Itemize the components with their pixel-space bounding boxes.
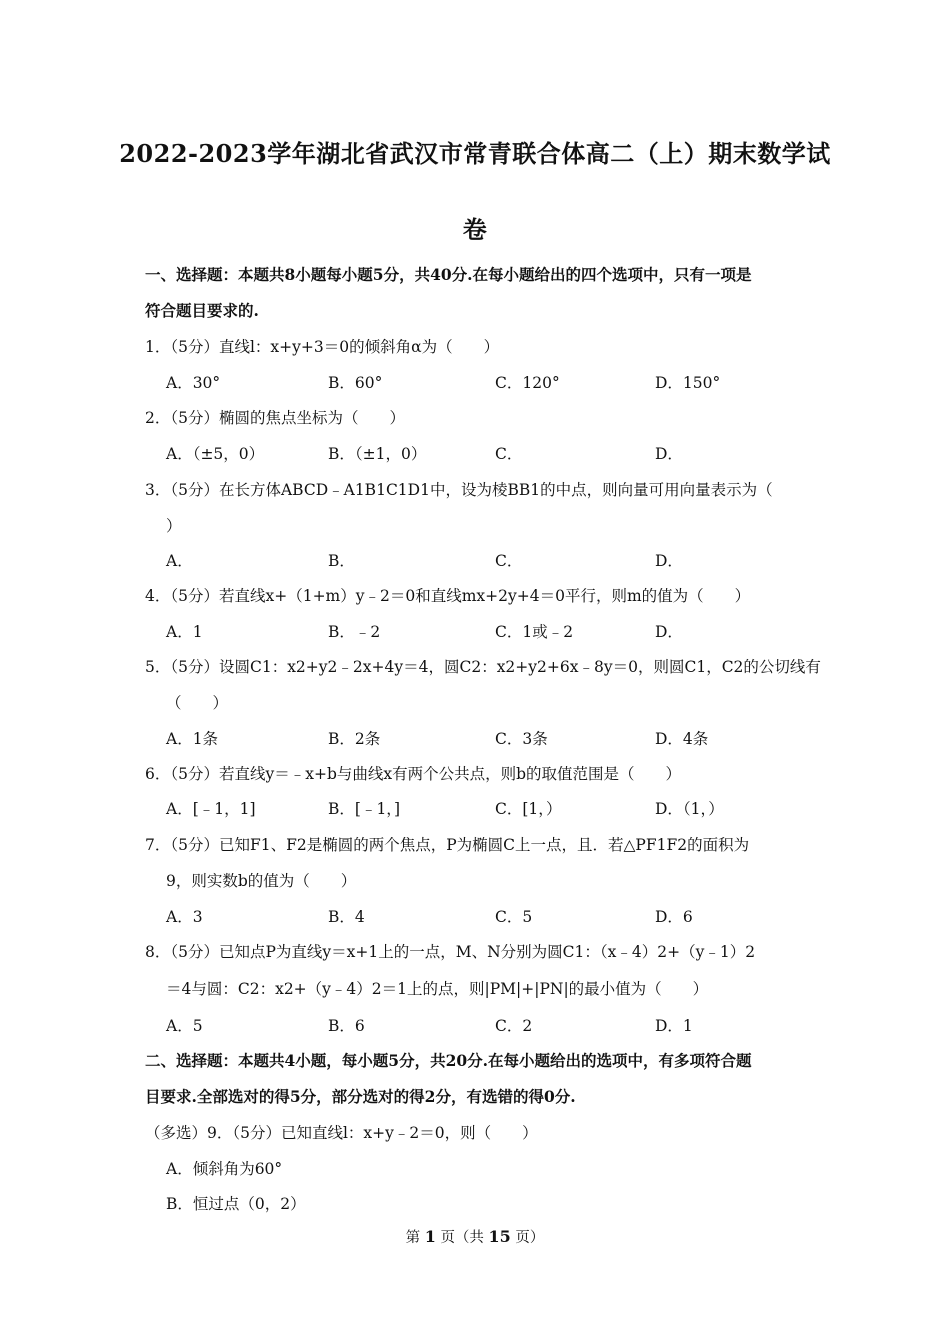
q8-option-a: A．5: [166, 1017, 203, 1035]
q2-option-d: D．: [655, 445, 683, 463]
q8-stem: 8．（5分）已知点P为直线y＝x+1上的一点，M、N分别为圆C1：（x﹣4）2+（y﹣1）2: [145, 943, 756, 961]
footer-suffix: 页）: [515, 1230, 545, 1246]
q5-option-b: B．2条: [328, 730, 381, 748]
q4-option-d: D．: [655, 623, 683, 641]
q3-option-d: D．: [655, 552, 683, 570]
q9-option-b: B．恒过点（0，2）: [166, 1195, 306, 1213]
q1-option-c: C．120°: [495, 374, 560, 392]
doc-title-line2: 卷: [462, 215, 488, 244]
page-total: 15: [488, 1227, 511, 1246]
q6-option-a: A．[﹣1，1]: [166, 800, 256, 818]
q5-option-d: D．4条: [655, 730, 709, 748]
q4-option-a: A．1: [166, 623, 203, 641]
q5-stem: 5．（5分）设圆C1：x2+y2﹣2x+4y＝4，圆C2：x2+y2+6x﹣8y＝0，则圆C1，C2的公切线有: [145, 658, 821, 676]
q4-stem: 4．（5分）若直线x+（1+m）y﹣2＝0和直线mx+2y+4＝0平行，则m的值为（ ）: [145, 587, 751, 605]
q7-option-d: D．6: [655, 908, 693, 926]
q1-stem: 1．（5分）直线l：x+y+3＝0的倾斜角α为（ ）: [145, 338, 500, 356]
footer-prefix: 第: [405, 1230, 421, 1246]
q7-stem-cont: 9，则实数b的值为（ ）: [166, 872, 357, 890]
q3-option-c: C．: [495, 552, 523, 570]
q9-option-a: A．倾斜角为60°: [166, 1160, 283, 1178]
q6-option-c: C．[1，）: [495, 800, 562, 818]
q3-option-a: A．: [166, 552, 193, 570]
page-footer: [0, 1226, 950, 1247]
q8-stem-cont: ＝4与圆：C2：x2+（y﹣4）2＝1上的点，则|PM|+|PN|的最小值为（ ）: [166, 980, 709, 998]
q5-stem-cont: （ ）: [166, 694, 229, 712]
section2-heading: 二、选择题：本题共4小题，每小题5分，共20分.在每小题给出的选项中，有多项符合题: [145, 1051, 752, 1070]
q1-option-b: B．60°: [328, 374, 383, 392]
q2-stem: 2．（5分）椭圆的焦点坐标为（ ）: [145, 409, 405, 427]
q3-option-b: B．: [328, 552, 355, 570]
q2-option-a: A．（±5，0）: [166, 445, 265, 463]
q3-stem: 3．（5分）在长方体ABCD﹣A1B1C1D1中，设为棱BB1的中点，则向量可用向量表示为（: [145, 481, 773, 499]
q1-option-d: D．150°: [655, 374, 721, 392]
q9-stem: （多选）9．（5分）已知直线l：x+y﹣2＝0，则（ ）: [145, 1124, 538, 1142]
q5-option-c: C．3条: [495, 730, 548, 748]
section2-heading-cont: 目要求.全部选对的得5分，部分选对的得2分，有选错的得0分.: [145, 1087, 576, 1106]
q8-option-b: B．6: [328, 1017, 365, 1035]
q6-stem: 6．（5分）若直线y＝﹣x+b与曲线x有两个公共点，则b的取值范围是（ ）: [145, 765, 682, 783]
q4-option-c: C．1或﹣2: [495, 623, 574, 641]
q7-option-c: C．5: [495, 908, 533, 926]
q7-option-b: B．4: [328, 908, 365, 926]
section1-heading: 一、选择题：本题共8小题每小题5分，共40分.在每小题给出的四个选项中，只有一项是: [145, 265, 752, 284]
q2-option-c: C．: [495, 445, 523, 463]
footer-middle: 页（共: [440, 1230, 484, 1246]
q7-stem: 7．（5分）已知F1、F2是椭圆的两个焦点，P为椭圆C上一点，且．若△PF1F2的面积为: [145, 836, 750, 854]
doc-title-line1: 2022-2023学年湖北省武汉市常青联合体高二（上）期末数学试: [119, 139, 831, 168]
q7-option-a: A．3: [166, 908, 203, 926]
q1-option-a: A．30°: [166, 374, 221, 392]
q3-stem-cont: ）: [166, 517, 182, 535]
q2-option-b: B．（±1，0）: [328, 445, 427, 463]
q8-option-c: C．2: [495, 1017, 533, 1035]
q8-option-d: D．1: [655, 1017, 693, 1035]
page-number: 1: [424, 1227, 436, 1246]
q6-option-d: D．（1，）: [655, 800, 724, 818]
q5-option-a: A．1条: [166, 730, 219, 748]
section1-heading-cont: 符合题目要求的.: [145, 301, 259, 320]
q6-option-b: B．[﹣1，]: [328, 800, 401, 818]
q4-option-b: B．﹣2: [328, 623, 381, 641]
